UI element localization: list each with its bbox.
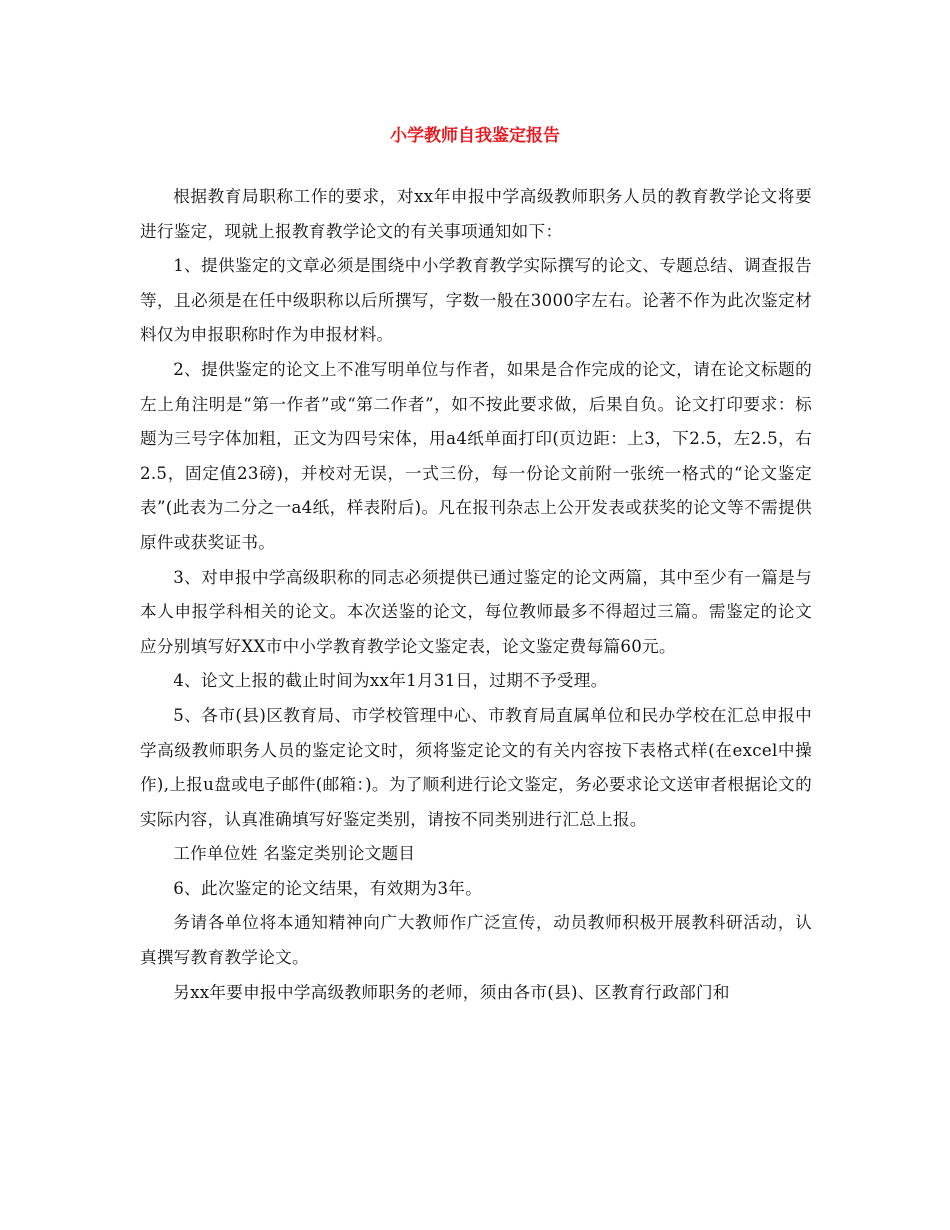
paragraph-item-5: 5、各市(县)区教育局、市学校管理中心、市教育局直属单位和民办学校在汇总申报中学高级教师职务人员的鉴定论文时，须将鉴定论文的有关内容按下表格式样(在excel中操作),上报u盘或电子邮件(邮箱：)。为了顺利进行论文鉴定，务必要求论文送审者根据论文的实际内容，认真准确填写好鉴定类别，请按不同类别进行汇总上报。 — [140, 705, 812, 829]
paragraph-request: 务请各单位将本通知精神向广大教师作广泛宣传，动员教师积极开展教科研活动，认真撰写教育教学论文。 — [140, 913, 812, 968]
paragraph-item-3: 3、对申报中学高级职称的同志必须提供已通过鉴定的论文两篇，其中至少有一篇是与本人申报学科相关的论文。本次送鉴的论文，每位教师最多不得超过三篇。需鉴定的论文应分别填写好XX市中小学教育教学论文鉴定表，论文鉴定费每篇60元。 — [140, 567, 812, 656]
document-title: 小学教师自我鉴定报告 — [390, 126, 560, 146]
paragraph-intro: 根据教育局职称工作的要求，对xx年申报中学高级教师职务人员的教育教学论文将要进行鉴定，现就上报教育教学论文的有关事项通知如下： — [140, 187, 812, 241]
paragraph-item-6: 6、此次鉴定的论文结果，有效期为3年。 — [173, 878, 483, 898]
document-body — [140, 180, 812, 1010]
paragraph-item-1: 1、提供鉴定的文章必须是围绕中小学教育教学实际撰写的论文、专题总结、调查报告等，且必须是在任中级职称以后所撰写，字数一般在3000字左右。论著不作为此次鉴定材料仅为申报职称时作为申报材料。 — [140, 256, 812, 345]
paragraph-item-4: 4、论文上报的截止时间为xx年1月31日，过期不予受理。 — [173, 671, 608, 691]
paragraph-additional: 另xx年要申报中学高级教师职务的老师，须由各市(县)、区教育行政部门和 — [173, 982, 730, 1002]
table-header-line: 工作单位姓 名鉴定类别论文题目 — [173, 844, 416, 864]
paragraph-item-2: 2、提供鉴定的论文上不准写明单位与作者，如果是合作完成的论文，请在论文标题的左上角注明是“第一作者”或“第二作者”，如不按此要求做，后果自负。论文打印要求：标题为三号字体加粗，正文为四号宋体，用a4纸单面打印(页边距：上3，下2.5，左2.5，右2.5，固定值23磅)，并校对无误，一式三份，每一份论文前附一张统一格式的“论文鉴定表”(此表为二分之一a4纸，样表附后)。凡在报刊杂志上公开发表或获奖的论文等不需提供原件或获奖证书。 — [140, 359, 812, 552]
